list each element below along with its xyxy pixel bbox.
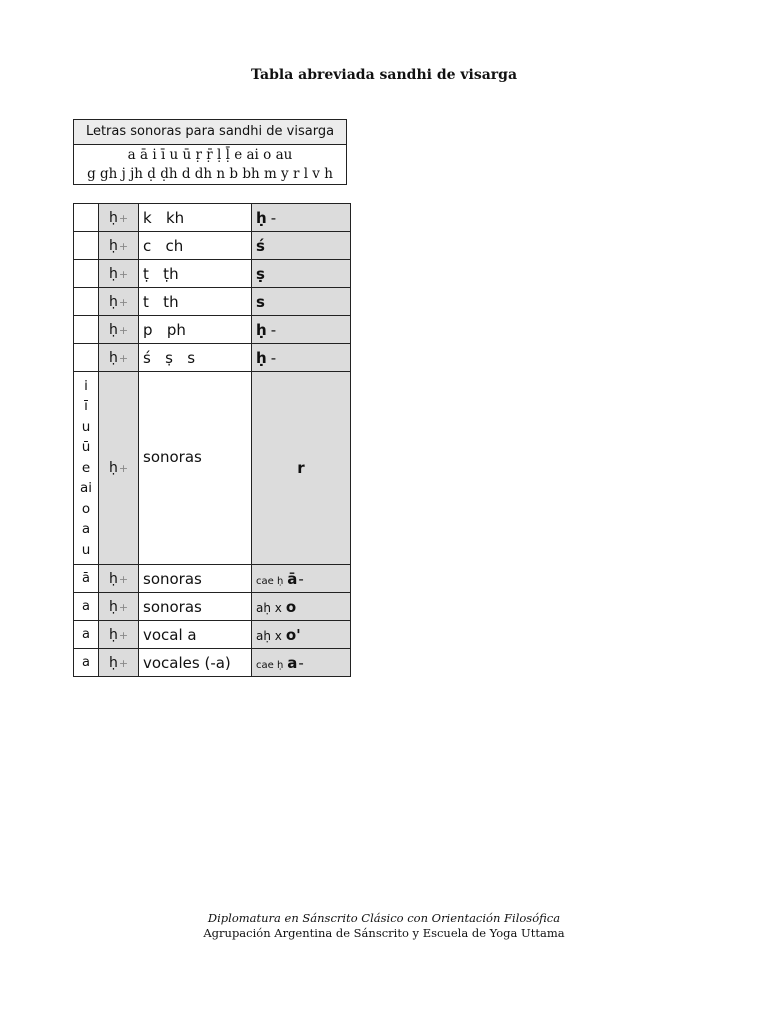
table-row-vowels	[74, 372, 351, 565]
following-cell: sonoras	[139, 372, 252, 565]
result: s	[256, 292, 265, 311]
result: o	[285, 597, 297, 616]
footer-course-name: Diplomatura en Sánscrito Clásico con Orientación Filosófica	[207, 911, 561, 925]
table-row	[74, 344, 351, 372]
visarga-cell	[99, 232, 139, 260]
visarga: ḥ	[108, 598, 118, 615]
result-dash: -	[270, 348, 277, 367]
following-cell: ś ṣ s	[139, 344, 252, 372]
visarga: ḥ	[108, 209, 118, 226]
result-note: aḥ x	[256, 600, 282, 615]
visarga: ḥ	[108, 570, 118, 587]
visarga-cell	[99, 372, 139, 565]
visarga-cell	[99, 649, 139, 677]
result-dash: -	[270, 320, 277, 339]
plus-sign: +	[118, 600, 129, 614]
page-title: Tabla abreviada sandhi de visarga	[250, 67, 518, 83]
table-row	[74, 204, 351, 232]
vowel-list-cell	[74, 372, 99, 565]
result-note: aḥ x	[256, 628, 282, 643]
visarga-cell	[99, 565, 139, 593]
table-row	[74, 232, 351, 260]
plus-sign: +	[118, 351, 129, 365]
before-cell: a	[74, 621, 99, 649]
result-note: cae ḥ	[256, 659, 284, 671]
result-dash: -	[270, 208, 277, 227]
visarga-cell	[99, 593, 139, 621]
visarga-cell	[99, 344, 139, 372]
result: ṣ	[256, 264, 265, 283]
plus-sign: +	[118, 656, 129, 670]
plus-sign: +	[118, 211, 129, 225]
before-cell	[74, 344, 99, 372]
result: a	[287, 653, 298, 672]
visarga-cell	[99, 260, 139, 288]
vowel: u	[81, 541, 91, 558]
result-cell	[252, 344, 351, 372]
table-row	[74, 649, 351, 677]
result-cell	[252, 316, 351, 344]
result-cell	[252, 288, 351, 316]
footer-organization: Agrupación Argentina de Sánscrito y Escuela de Yoga Uttama	[203, 926, 565, 940]
result-cell	[252, 593, 351, 621]
vowel: ū	[81, 439, 91, 456]
result-cell: r	[252, 372, 351, 565]
result-cell	[252, 649, 351, 677]
vowel: i	[84, 377, 88, 394]
visarga: ḥ	[108, 321, 118, 338]
following-cell: sonoras	[139, 593, 252, 621]
visarga-cell	[99, 204, 139, 232]
plus-sign: +	[118, 295, 129, 309]
following-cell: ṭ ṭh	[139, 260, 252, 288]
vowel: a	[81, 521, 91, 538]
visarga-cell	[99, 288, 139, 316]
voiced-letters-header: Letras sonoras para sandhi de visarga	[74, 120, 346, 145]
result: ḥ	[256, 320, 267, 339]
visarga: ḥ	[108, 654, 118, 671]
result: ś	[256, 236, 265, 255]
before-cell	[74, 232, 99, 260]
sandhi-table	[73, 203, 351, 677]
result: ā	[287, 569, 298, 588]
before-cell	[74, 316, 99, 344]
following-cell: sonoras	[139, 565, 252, 593]
result-dash: -	[298, 653, 304, 672]
result-cell	[252, 204, 351, 232]
plus-sign: +	[118, 239, 129, 253]
following-cell: vocal a	[139, 621, 252, 649]
visarga-cell	[99, 621, 139, 649]
plus-sign: +	[118, 323, 129, 337]
before-cell: ā	[74, 565, 99, 593]
visarga: ḥ	[108, 460, 118, 476]
result: ḥ	[256, 348, 267, 367]
following-cell: t th	[139, 288, 252, 316]
visarga: ḥ	[108, 349, 118, 366]
voiced-letters-box	[73, 119, 347, 185]
table-row	[74, 288, 351, 316]
table-row	[74, 260, 351, 288]
vowel: e	[81, 459, 91, 476]
following-cell: vocales (-a)	[139, 649, 252, 677]
visarga-cell	[99, 316, 139, 344]
before-cell	[74, 204, 99, 232]
visarga: ḥ	[108, 237, 118, 254]
table-row	[74, 621, 351, 649]
vowel: u	[81, 418, 91, 435]
plus-sign: +	[118, 267, 129, 281]
result-cell	[252, 621, 351, 649]
before-cell	[74, 288, 99, 316]
vowel: o	[81, 500, 91, 517]
result-note: cae ḥ	[256, 575, 284, 587]
result-cell	[252, 260, 351, 288]
result: o'	[285, 625, 301, 644]
result-dash: -	[298, 569, 304, 588]
plus-sign: +	[118, 572, 129, 586]
plus-sign: +	[118, 462, 129, 475]
visarga: ḥ	[108, 293, 118, 310]
vowel: ai	[79, 480, 93, 497]
result-cell	[252, 232, 351, 260]
result: ḥ	[256, 208, 267, 227]
before-cell: a	[74, 593, 99, 621]
voiced-consonants-line: g gh j jh ḍ ḍh d dh n b bh m y r l v h	[87, 166, 333, 182]
table-row	[74, 593, 351, 621]
vowel: ī	[84, 398, 88, 415]
before-cell	[74, 260, 99, 288]
voiced-vowels-line: a ā i ī u ū ṛ ṝ ḷ ḹ e ai o au	[127, 147, 293, 163]
table-row	[74, 565, 351, 593]
plus-sign: +	[118, 628, 129, 642]
visarga: ḥ	[108, 626, 118, 643]
following-cell: c ch	[139, 232, 252, 260]
result-cell	[252, 565, 351, 593]
before-cell: a	[74, 649, 99, 677]
visarga: ḥ	[108, 265, 118, 282]
following-cell: k kh	[139, 204, 252, 232]
following-cell: p ph	[139, 316, 252, 344]
table-row	[74, 316, 351, 344]
